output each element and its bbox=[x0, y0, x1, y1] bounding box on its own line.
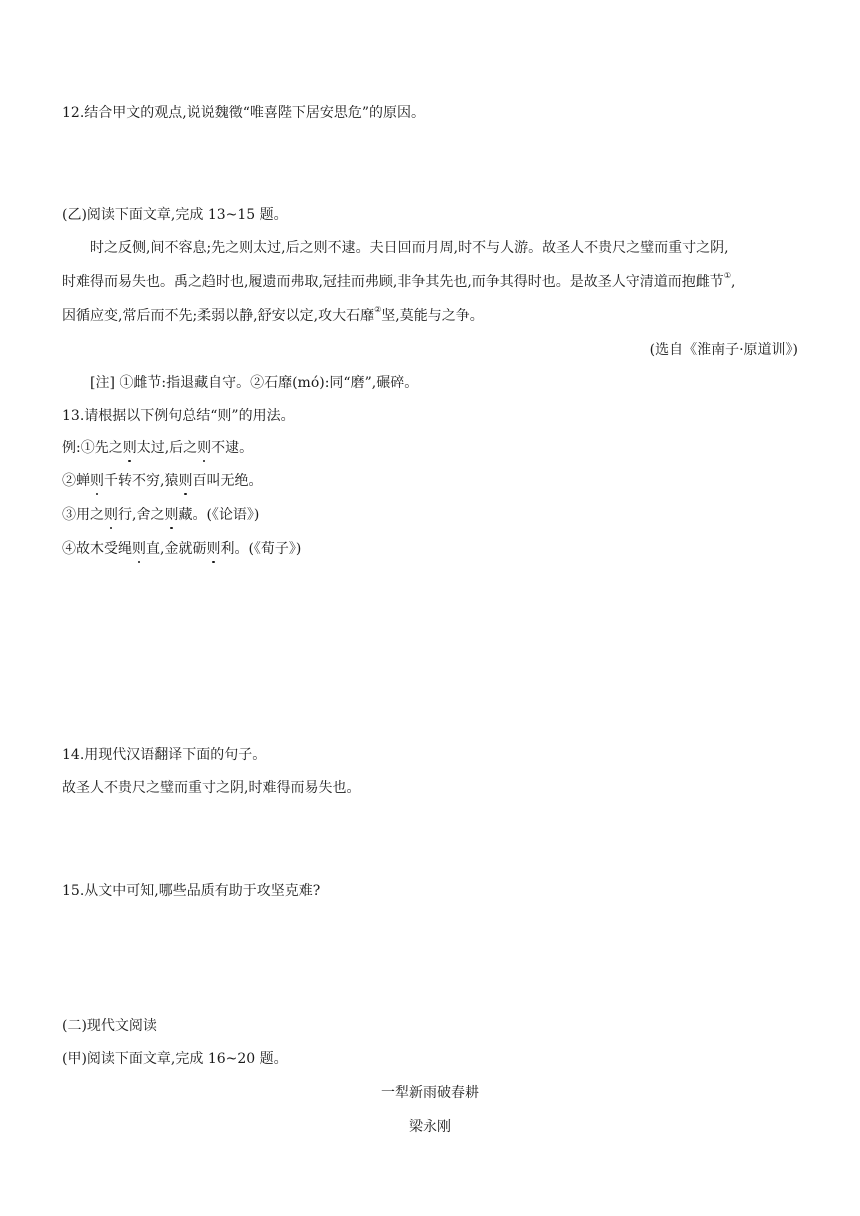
passage-line-2 bbox=[62, 272, 735, 292]
example-2 bbox=[62, 471, 262, 491]
footnote-marker: ② bbox=[374, 305, 382, 315]
example-text: 直,金就砺 bbox=[146, 541, 207, 557]
example-text: 不逮。 bbox=[211, 440, 254, 456]
article-title: 一犁新雨破春耕 bbox=[381, 1085, 479, 1101]
example-text: 千转不穷,猿 bbox=[104, 473, 179, 489]
example-text: 例:①先之 bbox=[62, 440, 123, 456]
emphasized-char: 则 bbox=[132, 541, 146, 557]
passage-source: (选自《淮南子·原道训》) bbox=[649, 342, 798, 358]
emphasized-char: 则 bbox=[164, 507, 179, 523]
example-text: 藏。(《论语》) bbox=[178, 507, 260, 523]
passage-text: , bbox=[730, 274, 736, 290]
section-jia-heading: (甲)阅读下面文章,完成 16~20 题。 bbox=[62, 1051, 288, 1067]
example-3 bbox=[62, 505, 259, 525]
emphasized-char: 则 bbox=[178, 473, 193, 489]
footnote-marker: ① bbox=[723, 271, 731, 281]
question-13: 13.请根据以下例句总结“则”的用法。 bbox=[62, 408, 295, 424]
example-text: 利。(《荀子》) bbox=[220, 541, 302, 557]
passage-text: 时难得而易失也。禹之趋时也,履遗而弗取,冠挂而弗顾,非争其先也,而争其得时也。是故圣人守清道而抱雌节 bbox=[62, 274, 724, 290]
example-text: ④故木受绳 bbox=[62, 541, 132, 557]
question-14: 14.用现代汉语翻译下面的句子。 bbox=[62, 747, 267, 763]
example-text: 百叫无绝。 bbox=[192, 473, 263, 489]
passage-line-3 bbox=[62, 306, 484, 326]
section-yi-heading: (乙)阅读下面文章,完成 13~15 题。 bbox=[62, 207, 288, 223]
emphasized-char: 则 bbox=[104, 507, 118, 523]
emphasized-char: 则 bbox=[122, 440, 137, 456]
passage-line-1: 时之反侧,间不容息;先之则太过,后之则不逮。夫日回而月周,时不与人游。故圣人不贵尺之璧而重寸之阴, bbox=[90, 240, 729, 256]
example-1 bbox=[62, 438, 253, 458]
section-2-heading: (二)现代文阅读 bbox=[62, 1018, 157, 1034]
emphasized-char: 则 bbox=[197, 440, 212, 456]
example-text: 行,舍之 bbox=[118, 507, 165, 523]
annotation-note: [注] ①雌节:指退藏自守。②石靡(mó):同“磨”,碾碎。 bbox=[90, 375, 419, 391]
example-4 bbox=[62, 539, 301, 559]
emphasized-char: 则 bbox=[90, 473, 104, 489]
emphasized-char: 则 bbox=[206, 541, 221, 557]
example-text: 太过,后之 bbox=[136, 440, 198, 456]
example-text: ②蝉 bbox=[62, 473, 90, 489]
passage-text: 坚,莫能与之争。 bbox=[381, 308, 484, 324]
question-12: 12.结合甲文的观点,说说魏徵“唯喜陛下居安思危”的原因。 bbox=[62, 105, 426, 121]
example-text: ③用之 bbox=[62, 507, 104, 523]
question-14-sentence: 故圣人不贵尺之璧而重寸之阴,时难得而易失也。 bbox=[62, 780, 361, 796]
article-author: 梁永刚 bbox=[409, 1119, 451, 1135]
question-15: 15.从文中可知,哪些品质有助于攻坚克难? bbox=[62, 883, 321, 899]
passage-text: 因循应变,常后而不先;柔弱以静,舒安以定,攻大石靡 bbox=[62, 308, 375, 324]
